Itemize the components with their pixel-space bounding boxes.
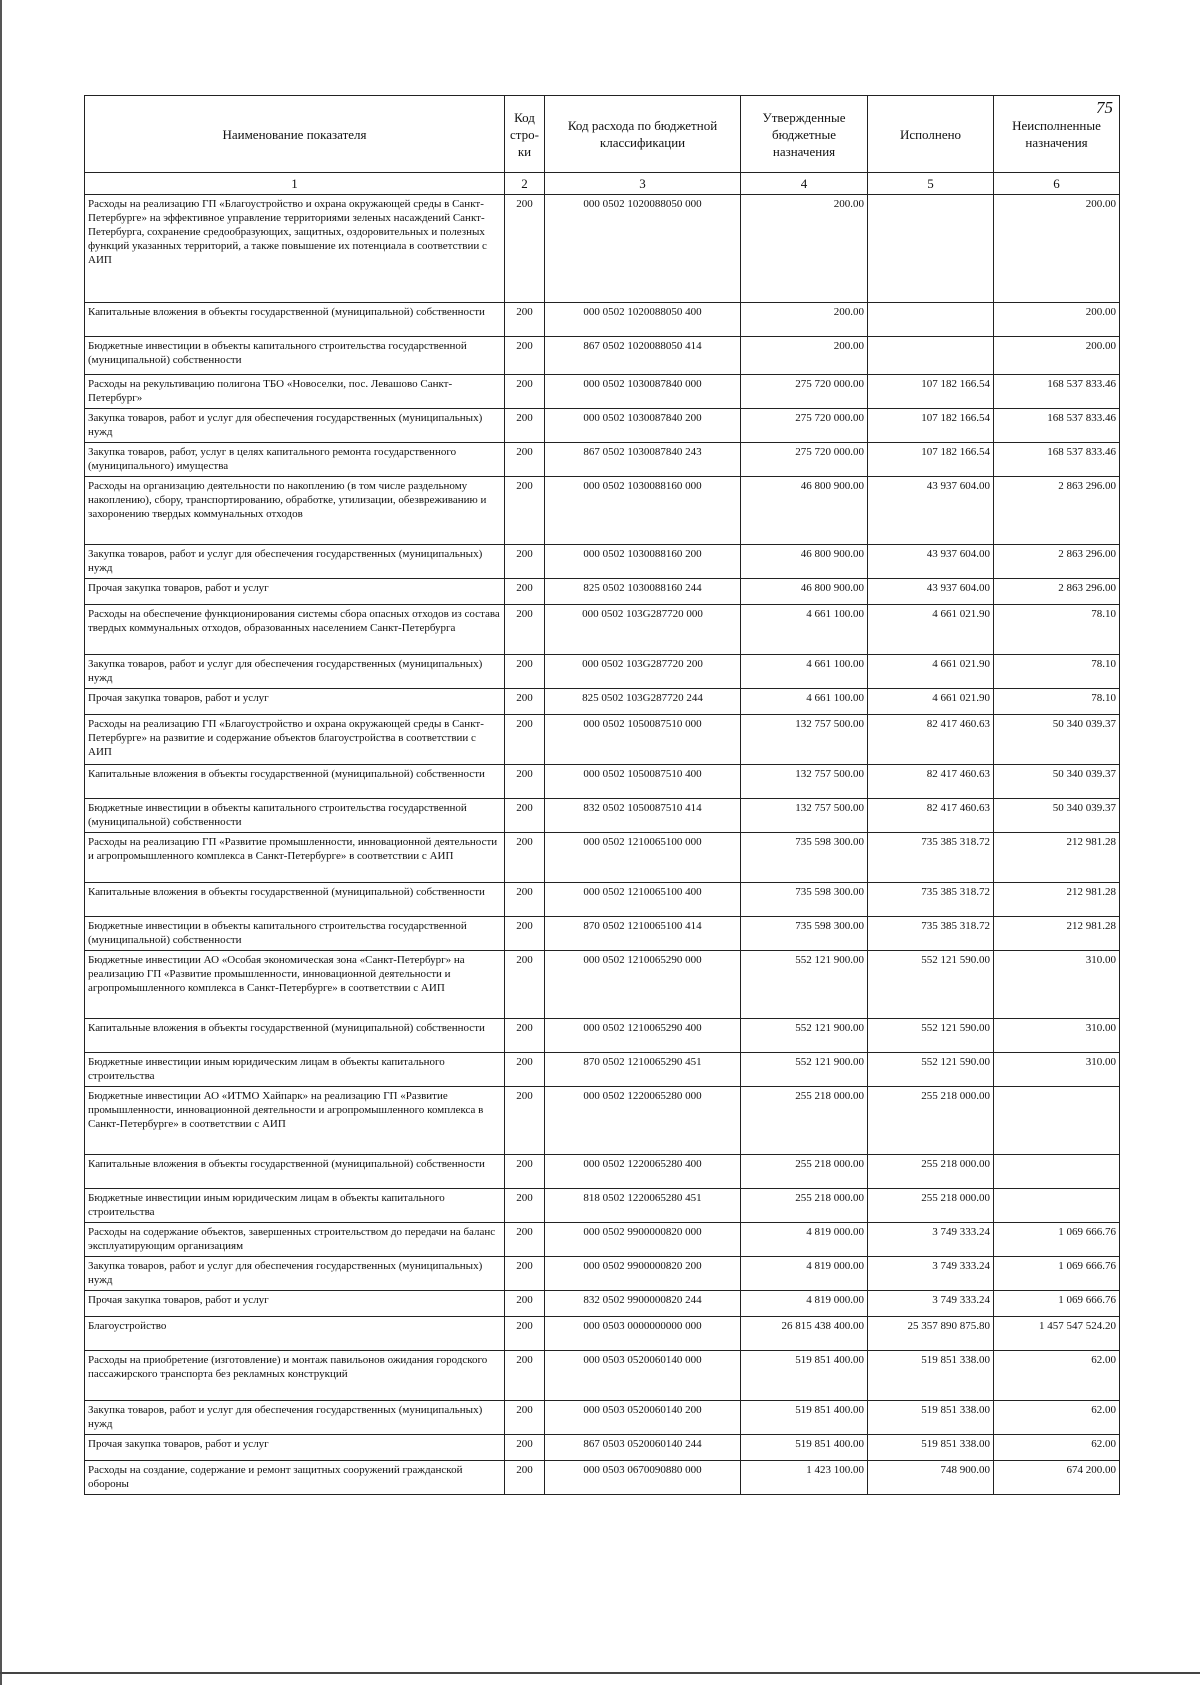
row-unexecuted: [994, 1189, 1120, 1223]
row-approved: 735 598 300.00: [741, 833, 868, 883]
row-name: Расходы на обеспечение функционирования системы сбора опасных отходов из состава твердых коммунальных отходов, образованных населением Санкт-Петербурга: [85, 605, 505, 655]
row-name: Закупка товаров, работ, услуг в целях капитального ремонта государственного (муниципального) имущества: [85, 443, 505, 477]
row-budget-code: 000 0503 0670090880 000: [545, 1461, 741, 1495]
table-row: [85, 1291, 1120, 1317]
row-executed: 82 417 460.63: [868, 799, 994, 833]
row-line-code: 200: [505, 917, 545, 951]
row-budget-code: 000 0502 1020088050 000: [545, 195, 741, 303]
header-unexecuted: Неисполненные назначения: [994, 96, 1120, 173]
row-name: Прочая закупка товаров, работ и услуг: [85, 579, 505, 605]
row-executed: 255 218 000.00: [868, 1155, 994, 1189]
row-approved: 275 720 000.00: [741, 409, 868, 443]
table-row: [85, 1155, 1120, 1189]
row-name: Прочая закупка товаров, работ и услуг: [85, 1435, 505, 1461]
row-approved: 275 720 000.00: [741, 443, 868, 477]
row-budget-code: 000 0502 1210065290 400: [545, 1019, 741, 1053]
row-executed: 43 937 604.00: [868, 545, 994, 579]
page-number: 75: [1096, 98, 1113, 117]
row-executed: 255 218 000.00: [868, 1087, 994, 1155]
table-row: [85, 1053, 1120, 1087]
row-executed: 43 937 604.00: [868, 477, 994, 545]
row-line-code: 200: [505, 1155, 545, 1189]
row-line-code: 200: [505, 1401, 545, 1435]
row-approved: 255 218 000.00: [741, 1155, 868, 1189]
row-unexecuted: 2 863 296.00: [994, 545, 1120, 579]
row-unexecuted: 50 340 039.37: [994, 765, 1120, 799]
row-approved: 4 661 100.00: [741, 689, 868, 715]
row-unexecuted: 62.00: [994, 1351, 1120, 1401]
row-budget-code: 000 0502 1210065290 000: [545, 951, 741, 1019]
row-name: Расходы на реализацию ГП «Развитие промышленности, инновационной деятельности и агропромышленного комплекса в Санкт-Петербурге» в соответствии с АИП: [85, 833, 505, 883]
row-unexecuted: 50 340 039.37: [994, 715, 1120, 765]
row-executed: [868, 195, 994, 303]
table-row: [85, 195, 1120, 303]
column-number: 2: [505, 173, 545, 195]
row-name: Расходы на рекультивацию полигона ТБО «Новоселки, пос. Левашово Санкт-Петербург»: [85, 375, 505, 409]
row-unexecuted: 200.00: [994, 303, 1120, 337]
row-approved: 26 815 438 400.00: [741, 1317, 868, 1351]
row-budget-code: 000 0502 1030087840 000: [545, 375, 741, 409]
header-executed: Исполнено: [868, 96, 994, 173]
row-unexecuted: [994, 1155, 1120, 1189]
row-unexecuted: 1 069 666.76: [994, 1291, 1120, 1317]
row-budget-code: 832 0502 1050087510 414: [545, 799, 741, 833]
row-unexecuted: 674 200.00: [994, 1461, 1120, 1495]
row-name: Прочая закупка товаров, работ и услуг: [85, 689, 505, 715]
table-row: [85, 689, 1120, 715]
table-row: [85, 303, 1120, 337]
table-row: [85, 715, 1120, 765]
row-budget-code: 000 0502 1210065100 400: [545, 883, 741, 917]
row-approved: 4 819 000.00: [741, 1257, 868, 1291]
row-budget-code: 000 0502 9900000820 200: [545, 1257, 741, 1291]
header-approved: Утвержденные бюджетные назначения: [741, 96, 868, 173]
row-line-code: 200: [505, 655, 545, 689]
row-executed: 519 851 338.00: [868, 1351, 994, 1401]
row-name: Бюджетные инвестиции АО «ИТМО Хайпарк» на реализацию ГП «Развитие промышленности, инновационной деятельности и агропромышленного комплекса в Санкт-Петербурге» в соответствии с АИП: [85, 1087, 505, 1155]
row-line-code: 200: [505, 1019, 545, 1053]
column-number: 1: [85, 173, 505, 195]
row-approved: 735 598 300.00: [741, 883, 868, 917]
row-unexecuted: 78.10: [994, 655, 1120, 689]
row-budget-code: 000 0503 0000000000 000: [545, 1317, 741, 1351]
row-approved: 200.00: [741, 195, 868, 303]
table-row: [85, 951, 1120, 1019]
table-row: [85, 1401, 1120, 1435]
row-budget-code: 000 0502 1050087510 400: [545, 765, 741, 799]
table-row: [85, 833, 1120, 883]
column-number: 5: [868, 173, 994, 195]
row-line-code: 200: [505, 1435, 545, 1461]
row-unexecuted: 1 069 666.76: [994, 1223, 1120, 1257]
row-name: Закупка товаров, работ и услуг для обеспечения государственных (муниципальных) нужд: [85, 1257, 505, 1291]
row-line-code: 200: [505, 1053, 545, 1087]
header-code: Код стро-ки: [505, 96, 545, 173]
row-budget-code: 825 0502 103G287720 244: [545, 689, 741, 715]
row-name: Расходы на создание, содержание и ремонт защитных сооружений гражданской обороны: [85, 1461, 505, 1495]
row-approved: 132 757 500.00: [741, 799, 868, 833]
row-executed: 82 417 460.63: [868, 715, 994, 765]
row-budget-code: 867 0502 1020088050 414: [545, 337, 741, 375]
row-line-code: 200: [505, 1257, 545, 1291]
row-unexecuted: 2 863 296.00: [994, 579, 1120, 605]
row-approved: 46 800 900.00: [741, 545, 868, 579]
row-executed: 107 182 166.54: [868, 409, 994, 443]
row-unexecuted: 2 863 296.00: [994, 477, 1120, 545]
row-line-code: 200: [505, 765, 545, 799]
row-approved: 46 800 900.00: [741, 477, 868, 545]
table-row: [85, 1435, 1120, 1461]
row-budget-code: 000 0503 0520060140 200: [545, 1401, 741, 1435]
row-executed: 519 851 338.00: [868, 1401, 994, 1435]
scan-bottom-edge: [0, 1672, 1200, 1674]
row-line-code: 200: [505, 1291, 545, 1317]
row-executed: 552 121 590.00: [868, 1019, 994, 1053]
header-row: [85, 96, 1120, 173]
row-budget-code: 870 0502 1210065100 414: [545, 917, 741, 951]
row-unexecuted: 310.00: [994, 1053, 1120, 1087]
row-approved: 735 598 300.00: [741, 917, 868, 951]
row-budget-code: 870 0502 1210065290 451: [545, 1053, 741, 1087]
row-executed: 107 182 166.54: [868, 375, 994, 409]
table-row: [85, 1087, 1120, 1155]
table-row: [85, 579, 1120, 605]
table-row: [85, 545, 1120, 579]
row-executed: 4 661 021.90: [868, 655, 994, 689]
row-unexecuted: 168 537 833.46: [994, 375, 1120, 409]
row-line-code: 200: [505, 545, 545, 579]
row-name: Расходы на реализацию ГП «Благоустройство и охрана окружающей среды в Санкт-Петербурге» на эффективное управление территориями зеленых насаждений Санкт-Петербурга, сохранение средообразующих, защитных, оздоровительных и полезных функций указанных территорий, а также повышение их потенциала в соответствии с АИП: [85, 195, 505, 303]
row-budget-code: 818 0502 1220065280 451: [545, 1189, 741, 1223]
row-name: Расходы на организацию деятельности по накоплению (в том числе раздельному накоплению), сбору, транспортированию, обработке, утилизации, обезвреживанию и захоронению твердых коммунальных отходов: [85, 477, 505, 545]
row-approved: 519 851 400.00: [741, 1401, 868, 1435]
row-line-code: 200: [505, 579, 545, 605]
row-approved: 132 757 500.00: [741, 715, 868, 765]
row-executed: [868, 337, 994, 375]
row-line-code: 200: [505, 689, 545, 715]
row-unexecuted: 310.00: [994, 1019, 1120, 1053]
row-name: Бюджетные инвестиции в объекты капитального строительства государственной (муниципальной) собственности: [85, 799, 505, 833]
row-executed: 735 385 318.72: [868, 883, 994, 917]
row-name: Капитальные вложения в объекты государственной (муниципальной) собственности: [85, 1155, 505, 1189]
row-name: Бюджетные инвестиции иным юридическим лицам в объекты капитального строительства: [85, 1189, 505, 1223]
row-approved: 519 851 400.00: [741, 1435, 868, 1461]
header-name: Наименование показателя: [85, 96, 505, 173]
row-approved: 200.00: [741, 337, 868, 375]
row-name: Капитальные вложения в объекты государственной (муниципальной) собственности: [85, 765, 505, 799]
scan-left-edge: [0, 0, 2, 1685]
row-approved: 255 218 000.00: [741, 1087, 868, 1155]
row-unexecuted: 200.00: [994, 337, 1120, 375]
row-approved: 275 720 000.00: [741, 375, 868, 409]
row-name: Капитальные вложения в объекты государственной (муниципальной) собственности: [85, 1019, 505, 1053]
row-line-code: 200: [505, 1317, 545, 1351]
row-budget-code: 000 0502 103G287720 200: [545, 655, 741, 689]
row-line-code: 200: [505, 1351, 545, 1401]
row-approved: 4 661 100.00: [741, 605, 868, 655]
table-row: [85, 765, 1120, 799]
row-name: Бюджетные инвестиции в объекты капитального строительства государственной (муниципальной) собственности: [85, 337, 505, 375]
row-approved: 1 423 100.00: [741, 1461, 868, 1495]
row-executed: 4 661 021.90: [868, 605, 994, 655]
column-number-row: [85, 173, 1120, 195]
table-row: [85, 655, 1120, 689]
row-name: Закупка товаров, работ и услуг для обеспечения государственных (муниципальных) нужд: [85, 655, 505, 689]
row-budget-code: 000 0502 1020088050 400: [545, 303, 741, 337]
row-name: Закупка товаров, работ и услуг для обеспечения государственных (муниципальных) нужд: [85, 409, 505, 443]
row-line-code: 200: [505, 1223, 545, 1257]
row-line-code: 200: [505, 477, 545, 545]
row-executed: [868, 303, 994, 337]
row-unexecuted: 212 981.28: [994, 917, 1120, 951]
table-row: [85, 409, 1120, 443]
row-name: Бюджетные инвестиции АО «Особая экономическая зона «Санкт-Петербург» на реализацию ГП «Развитие промышленности, инновационной деятельности и агропромышленного комплекса в Санкт-Петербурге» в соответствии с АИП: [85, 951, 505, 1019]
row-line-code: 200: [505, 605, 545, 655]
row-executed: 552 121 590.00: [868, 1053, 994, 1087]
row-executed: 735 385 318.72: [868, 917, 994, 951]
table-row: [85, 337, 1120, 375]
row-approved: 552 121 900.00: [741, 1019, 868, 1053]
row-line-code: 200: [505, 443, 545, 477]
row-line-code: 200: [505, 195, 545, 303]
table-row: [85, 1257, 1120, 1291]
row-line-code: 200: [505, 1461, 545, 1495]
row-budget-code: 832 0502 9900000820 244: [545, 1291, 741, 1317]
column-number: 6: [994, 173, 1120, 195]
row-executed: 735 385 318.72: [868, 833, 994, 883]
row-unexecuted: 310.00: [994, 951, 1120, 1019]
row-budget-code: 000 0502 1210065100 000: [545, 833, 741, 883]
table-row: [85, 883, 1120, 917]
row-budget-code: 867 0502 1030087840 243: [545, 443, 741, 477]
row-name: Закупка товаров, работ и услуг для обеспечения государственных (муниципальных) нужд: [85, 1401, 505, 1435]
row-budget-code: 825 0502 1030088160 244: [545, 579, 741, 605]
row-budget-code: 000 0502 9900000820 000: [545, 1223, 741, 1257]
column-number: 4: [741, 173, 868, 195]
row-approved: 4 819 000.00: [741, 1223, 868, 1257]
row-executed: 552 121 590.00: [868, 951, 994, 1019]
row-approved: 552 121 900.00: [741, 1053, 868, 1087]
table-body: [85, 195, 1120, 1495]
column-number: 3: [545, 173, 741, 195]
budget-execution-table: [84, 95, 1120, 1495]
row-line-code: 200: [505, 375, 545, 409]
table-row: [85, 1223, 1120, 1257]
row-name: Бюджетные инвестиции иным юридическим лицам в объекты капитального строительства: [85, 1053, 505, 1087]
row-budget-code: 000 0502 1030088160 000: [545, 477, 741, 545]
row-approved: 46 800 900.00: [741, 579, 868, 605]
row-budget-code: 000 0502 1030088160 200: [545, 545, 741, 579]
table-row: [85, 1317, 1120, 1351]
row-budget-code: 000 0502 1030087840 200: [545, 409, 741, 443]
row-line-code: 200: [505, 799, 545, 833]
table-row: [85, 443, 1120, 477]
row-unexecuted: 168 537 833.46: [994, 409, 1120, 443]
row-unexecuted: 212 981.28: [994, 833, 1120, 883]
row-executed: 82 417 460.63: [868, 765, 994, 799]
row-name: Расходы на содержание объектов, завершенных строительством до передачи на баланс эксплуатирующим организациям: [85, 1223, 505, 1257]
row-executed: 3 749 333.24: [868, 1291, 994, 1317]
row-name: Расходы на приобретение (изготовление) и монтаж павильонов ожидания городского пассажирского транспорта без рекламных конструкций: [85, 1351, 505, 1401]
row-approved: 255 218 000.00: [741, 1189, 868, 1223]
row-executed: 519 851 338.00: [868, 1435, 994, 1461]
row-unexecuted: 62.00: [994, 1435, 1120, 1461]
row-executed: 4 661 021.90: [868, 689, 994, 715]
row-name: Благоустройство: [85, 1317, 505, 1351]
row-approved: 519 851 400.00: [741, 1351, 868, 1401]
row-budget-code: 000 0502 1050087510 000: [545, 715, 741, 765]
row-approved: 552 121 900.00: [741, 951, 868, 1019]
row-name: Капитальные вложения в объекты государственной (муниципальной) собственности: [85, 883, 505, 917]
row-budget-code: 000 0502 1220065280 000: [545, 1087, 741, 1155]
table-row: [85, 1351, 1120, 1401]
row-line-code: 200: [505, 337, 545, 375]
row-executed: 3 749 333.24: [868, 1223, 994, 1257]
row-executed: 43 937 604.00: [868, 579, 994, 605]
row-unexecuted: [994, 1087, 1120, 1155]
row-name: Расходы на реализацию ГП «Благоустройство и охрана окружающей среды в Санкт-Петербурге» на развитие и содержание объектов благоустройства в соответствии с АИП: [85, 715, 505, 765]
row-unexecuted: 62.00: [994, 1401, 1120, 1435]
table-row: [85, 1019, 1120, 1053]
row-line-code: 200: [505, 715, 545, 765]
row-unexecuted: 78.10: [994, 605, 1120, 655]
row-budget-code: 000 0502 1220065280 400: [545, 1155, 741, 1189]
row-unexecuted: 50 340 039.37: [994, 799, 1120, 833]
row-executed: 3 749 333.24: [868, 1257, 994, 1291]
row-line-code: 200: [505, 951, 545, 1019]
row-approved: 4 819 000.00: [741, 1291, 868, 1317]
row-line-code: 200: [505, 303, 545, 337]
table-row: [85, 477, 1120, 545]
row-unexecuted: 168 537 833.46: [994, 443, 1120, 477]
table-row: [85, 605, 1120, 655]
row-executed: 255 218 000.00: [868, 1189, 994, 1223]
row-approved: 200.00: [741, 303, 868, 337]
header-budget-code: Код расхода по бюджетной классификации: [545, 96, 741, 173]
row-unexecuted: 212 981.28: [994, 883, 1120, 917]
row-unexecuted: 1 069 666.76: [994, 1257, 1120, 1291]
row-executed: 107 182 166.54: [868, 443, 994, 477]
row-unexecuted: 78.10: [994, 689, 1120, 715]
row-name: Прочая закупка товаров, работ и услуг: [85, 1291, 505, 1317]
table-row: [85, 799, 1120, 833]
row-unexecuted: 1 457 547 524.20: [994, 1317, 1120, 1351]
row-line-code: 200: [505, 1189, 545, 1223]
table-row: [85, 1461, 1120, 1495]
row-budget-code: 000 0502 103G287720 000: [545, 605, 741, 655]
row-line-code: 200: [505, 883, 545, 917]
row-approved: 132 757 500.00: [741, 765, 868, 799]
row-executed: 25 357 890 875.80: [868, 1317, 994, 1351]
row-budget-code: 000 0503 0520060140 000: [545, 1351, 741, 1401]
row-approved: 4 661 100.00: [741, 655, 868, 689]
table-row: [85, 1189, 1120, 1223]
row-line-code: 200: [505, 409, 545, 443]
row-executed: 748 900.00: [868, 1461, 994, 1495]
table-row: [85, 375, 1120, 409]
table-row: [85, 917, 1120, 951]
row-budget-code: 867 0503 0520060140 244: [545, 1435, 741, 1461]
row-name: Закупка товаров, работ и услуг для обеспечения государственных (муниципальных) нужд: [85, 545, 505, 579]
row-unexecuted: 200.00: [994, 195, 1120, 303]
row-line-code: 200: [505, 1087, 545, 1155]
row-name: Капитальные вложения в объекты государственной (муниципальной) собственности: [85, 303, 505, 337]
row-line-code: 200: [505, 833, 545, 883]
row-name: Бюджетные инвестиции в объекты капитального строительства государственной (муниципальной) собственности: [85, 917, 505, 951]
